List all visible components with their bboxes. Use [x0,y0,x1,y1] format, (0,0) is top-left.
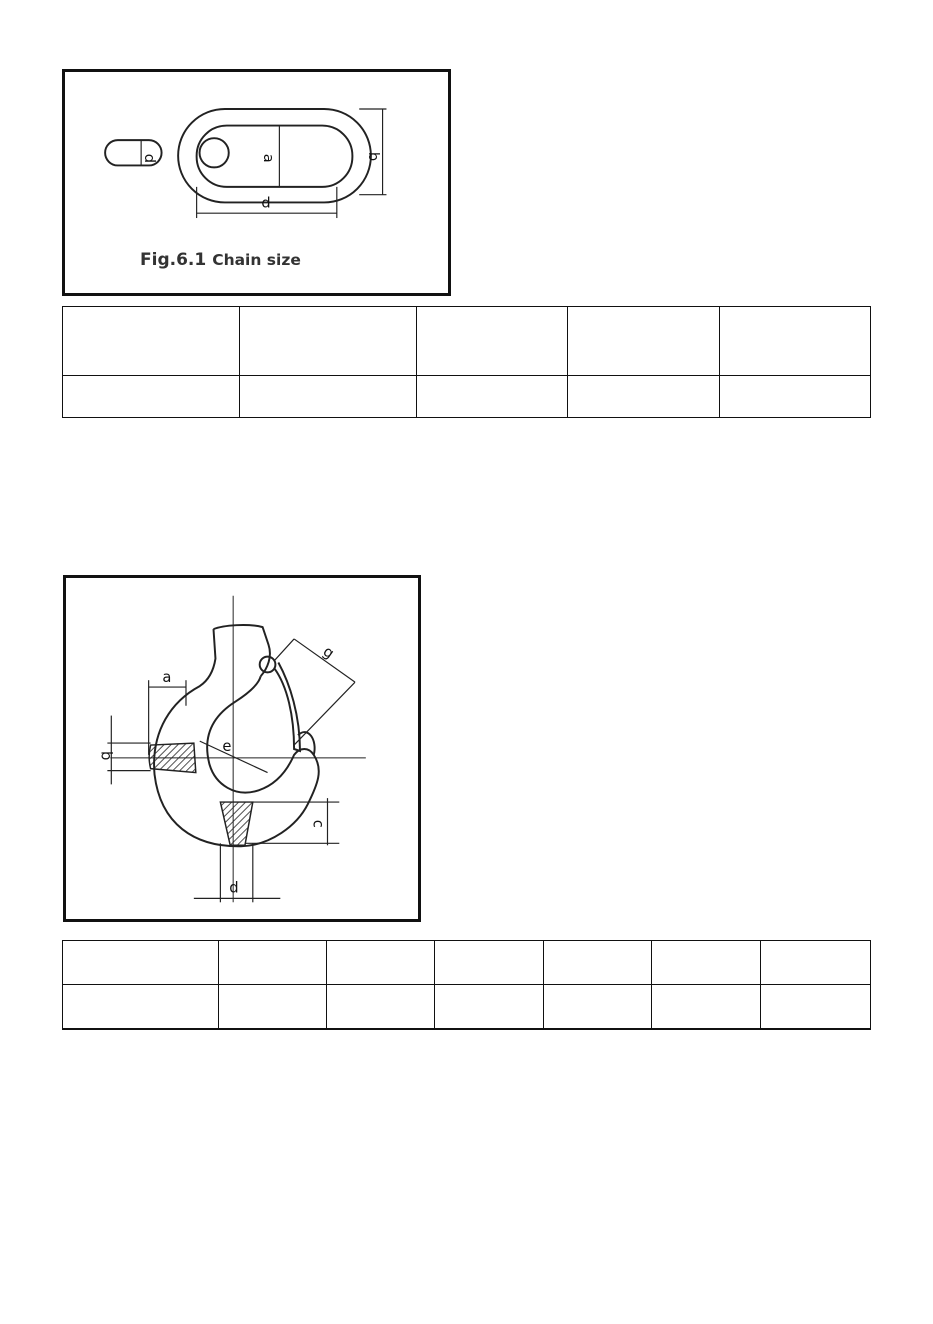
dim-label-c: c [309,819,327,828]
table-cell [652,941,761,985]
table-cell [761,941,871,985]
hook-size-table [62,940,871,1030]
chain-size-figure [62,69,451,296]
table-cell [327,941,435,985]
section-c-hatch [220,802,252,845]
link-joint [200,138,229,167]
table-cell [761,985,871,1030]
table-cell [327,985,435,1030]
dim-label-b: b [364,151,382,162]
table-cell [240,307,417,376]
table-row [63,985,871,1030]
dim-label-p: p [261,195,271,213]
table-cell [720,376,871,418]
table-cell [417,307,568,376]
latch [274,663,300,751]
dim-label-b: b [97,750,115,761]
dim-label-d: d [141,153,159,164]
dim-label-a: a [259,153,277,163]
table-cell [544,985,652,1030]
table-cell [63,376,240,418]
hook-size-figure [63,575,421,922]
table-cell [544,941,652,985]
dim-label-e: e [222,737,232,755]
table-cell [720,307,871,376]
dim-label-g: g [319,643,338,663]
dim-label-d: d [229,879,239,897]
table-cell [219,985,327,1030]
section-b-hatch [149,743,196,772]
table-cell [435,985,544,1030]
table-row [63,307,871,376]
table-cell [219,941,327,985]
table-cell [568,376,720,418]
table-cell [63,307,240,376]
dim-label-a: a [162,669,172,687]
table-cell [435,941,544,985]
table-cell [63,941,219,985]
caption-number: Fig.6.1 [140,250,207,270]
table-cell [652,985,761,1030]
chain-size-table [62,306,871,418]
table-cell [63,985,219,1030]
caption-text: Chain size [212,251,301,269]
table-row [63,376,871,418]
figure-caption [140,250,301,270]
table-cell [568,307,720,376]
table-cell [417,376,568,418]
table-cell [240,376,417,418]
hook-drawing [66,578,418,919]
table-row [63,941,871,985]
